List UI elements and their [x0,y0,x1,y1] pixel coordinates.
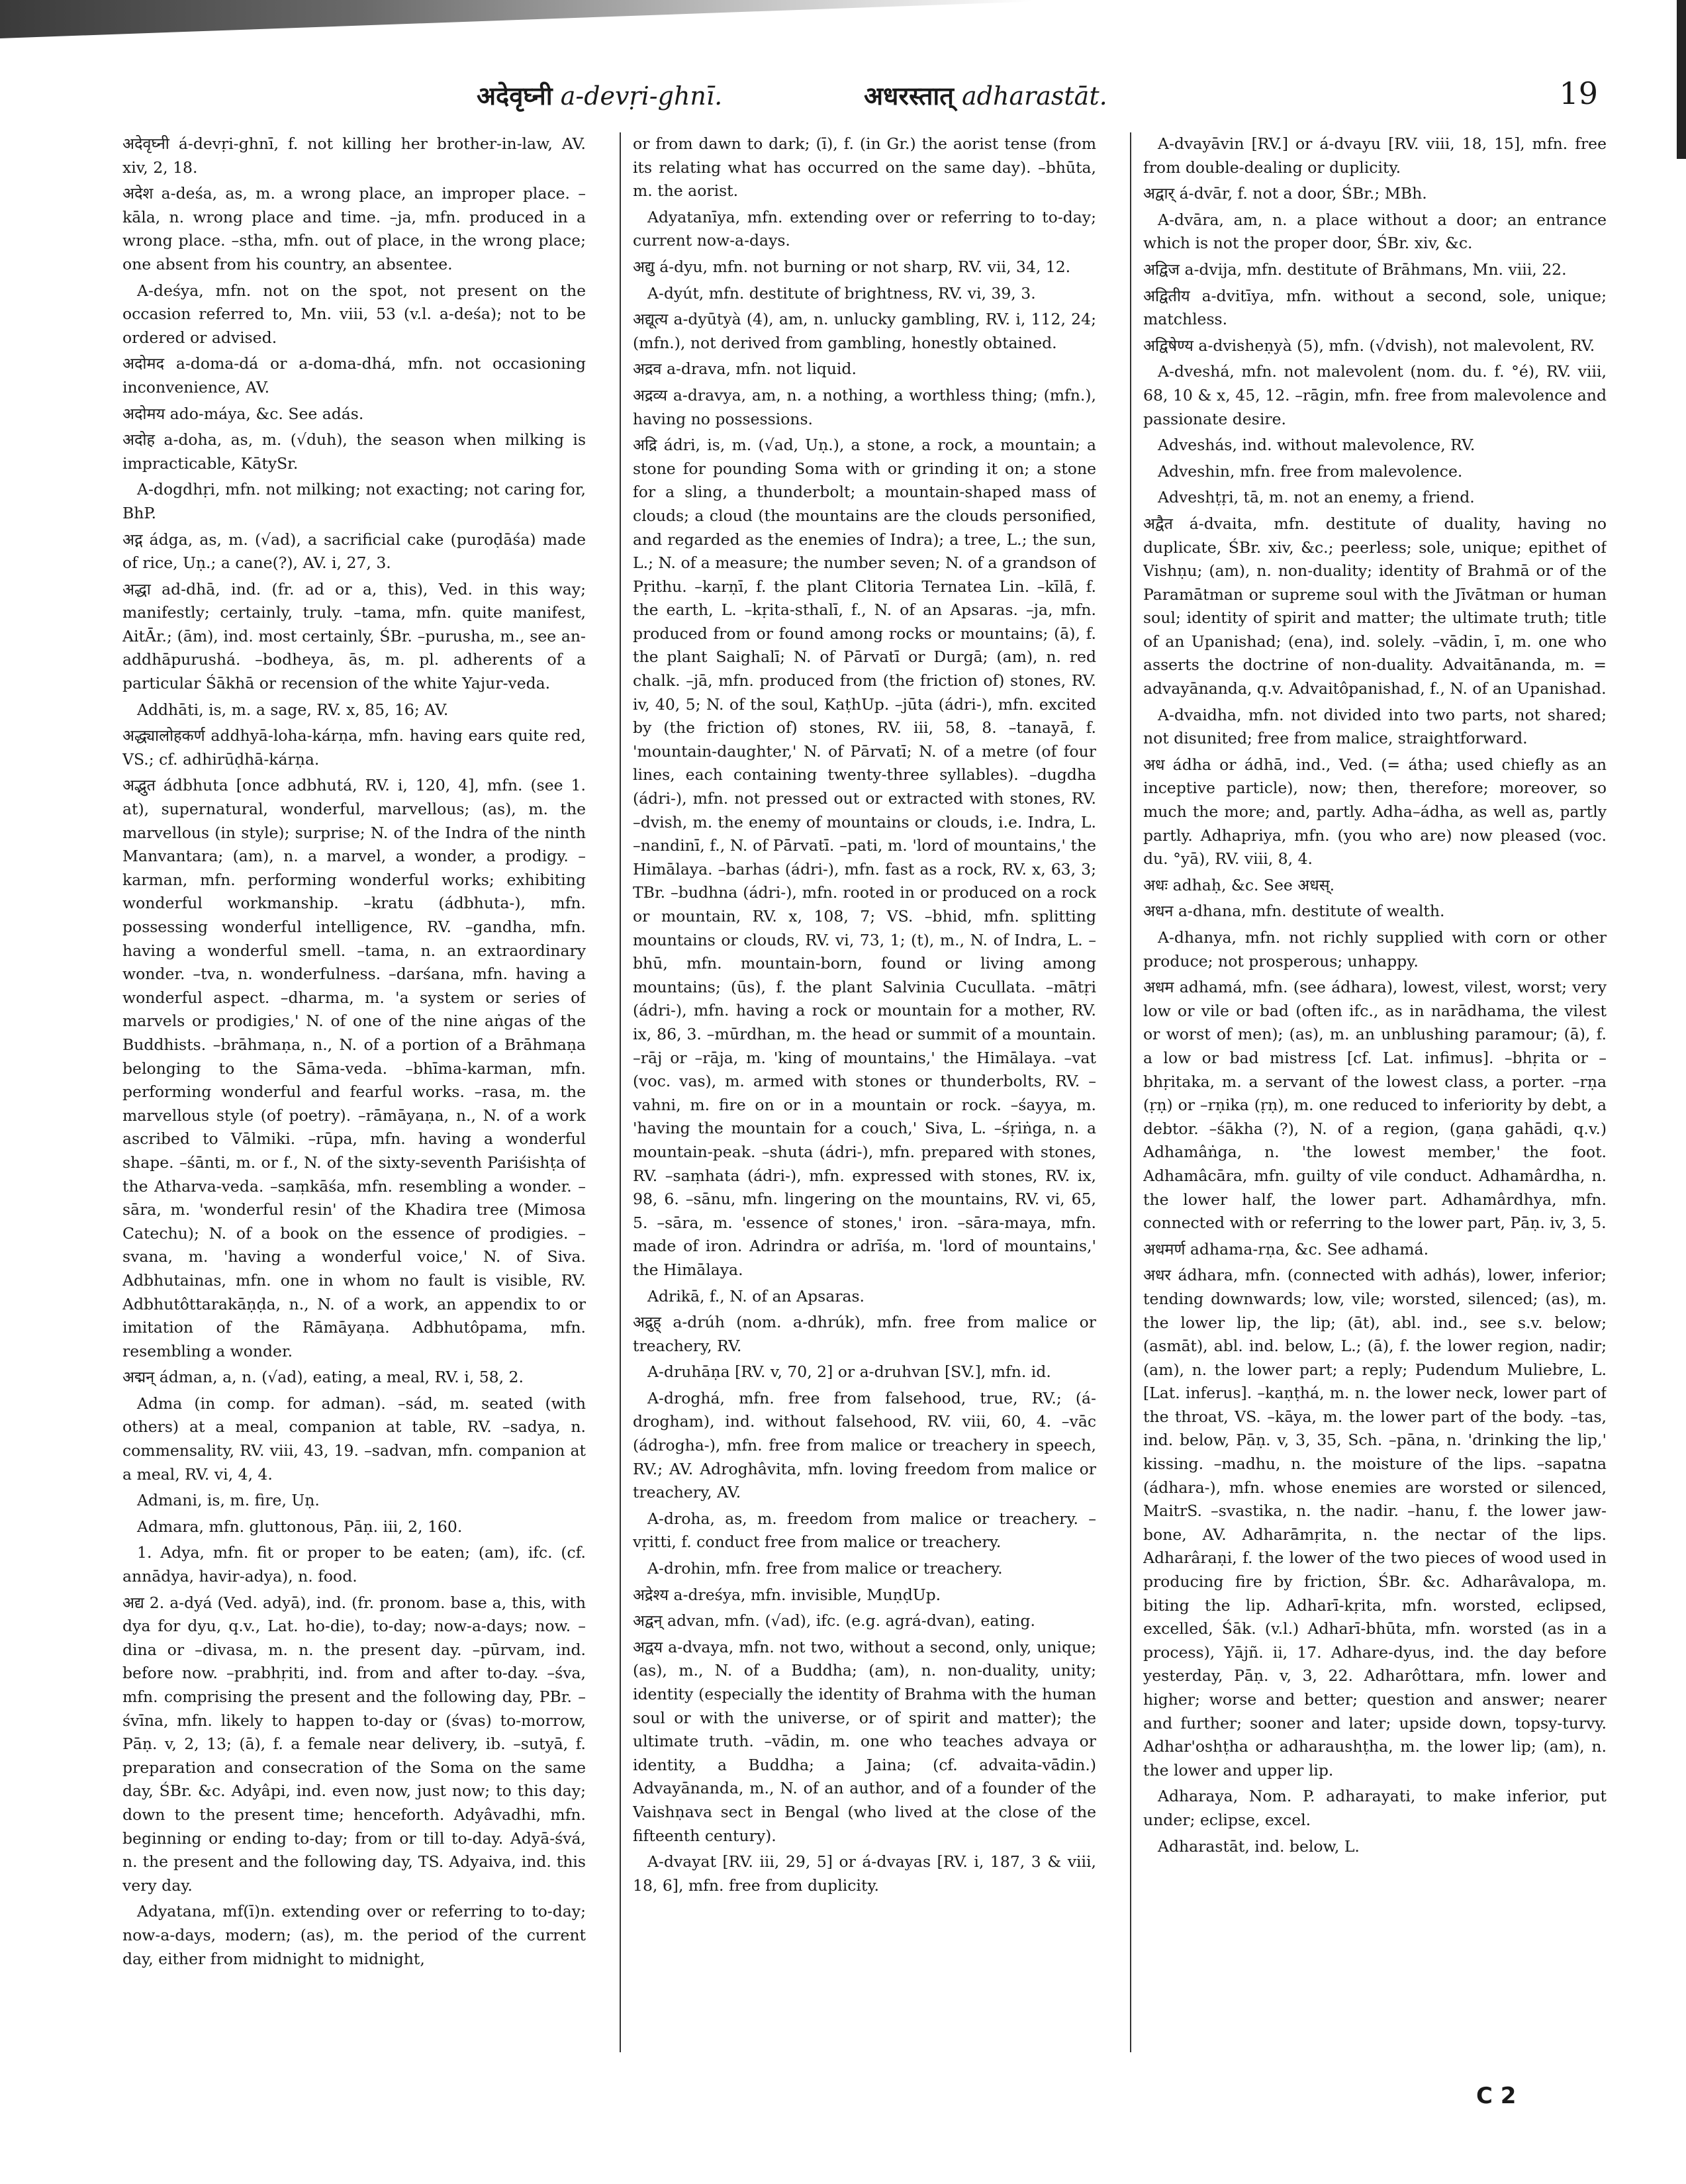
dictionary-subentry: A-drohin, mfn. free from malice or treachery. [647,1559,1003,1578]
dictionary-entry: अदेवृघ्नी á-devṛi-ghnī, f. not killing her brother-in-law, AV. xiv, 2, 18. [122,134,586,177]
dictionary-subentry: Adrikā, f., N. of an Apsaras. [647,1286,865,1306]
dictionary-entry: अधम adhamá, mfn. (see ádhara), lowest, vilest, worst; very low or vile or bad (often ifc., as in narādhama, the vilest or worst of men); (as), m. an unblushing paramour; (ā), f. a low or bad mistress [cf. Lat. infimus]. –bhṛita or –bhṛitaka, m. a servant of the lowest class, a porter. –rṇa (ṛṇ) or –rṇika (ṛṇ), m. one reduced to inferiority by debt, a debtor. –śākha (?), N. of a region, (gaṇa gahādi, q.v.) Adhamâṅga, n. 'the lowest member,' the foot. Adhamâcāra, mfn. guilty of vile conduct. Adhamârdha, n. the lower half, the lower part. Adhamârdhya, mfn. connected with or referring to the lower part, Pāṇ. iv, 3, 5. [1143,978,1607,1233]
dictionary-entry: अद्ध्यालोहकर्ण addhyā-loha-kárṇa, mfn. having ears quite red, VS.; cf. adhirūḍhā-kárṇa. [122,726,586,769]
dictionary-entry: अद्विषेण्य a-dvisheṇyà (5), mfn. (√dvish), not malevolent, RV. [1143,336,1595,355]
running-head-center-roman: adharastāt. [961,81,1107,111]
dictionary-entry: अधन a-dhana, mfn. destitute of wealth. [1143,902,1445,921]
running-head-left [477,78,722,113]
column-1 [122,132,586,2065]
page-number: 19 [1559,75,1598,111]
dictionary-entry: अद्ग ádga, as, m. (√ad), a sacrificial cake (puroḍāśa) made of rice, Uṇ.; a cane(?), AV. i, 27, 3. [122,530,586,573]
running-head-left-devanagari: अदेवृघ्नी [477,81,553,111]
dictionary-subentry: Adharaya, Nom. P. adharayati, to make inferior, put under; eclipse, excel. [1143,1787,1607,1829]
dictionary-subentry: Adveshin, mfn. free from malevolence. [1158,461,1463,481]
dictionary-subentry: A-dvāra, am, n. a place without a door; an entrance which is not the proper door, ŚBr. xiv, &c. [1143,210,1607,253]
dictionary-entry: अद्रव्य a-dravya, am, n. a nothing, a worthless thing; (mfn.), having no possessions. [633,385,1096,428]
dictionary-entry: अध ádha or ádhā, ind., Ved. (= átha; used chiefly as an inceptive particle), now; then, therefore; moreover, so much the more; and, partly. Adha–ádha, as well as, partly partly. Adhapriya, mfn. (you who are) now pleased (voc. du. °yā), RV. viii, 8, 4. [1143,755,1607,869]
dictionary-entry: अद्भुत ádbhuta [once adbhutá, RV. i, 120, 4], mfn. (see 1. at), supernatural, wonderful, marvellous; (as), m. the marvellous (in style); surprise; N. of the Indra of the ninth Manvantara; (am), n. a marvel, a wonder, a prodigy. –karman, mfn. performing wonderful works; exhibiting wonderful workmanship. –kratu (ádbhuta-), mfn. possessing wonderful intelligence, RV. –gandha, mfn. having a wonderful smell. –tama, n. an extraordinary wonder. –tva, n. wonderfulness. –darśana, mfn. having a wonderful aspect. –dharma, m. 'a system or series of marvels or prodigies,' N. of one of the nine aṅgas of the Buddhists. –brāhmaṇa, n., N. of a portion of a Brāhmaṇa belonging to the Sāma-veda. –bhīma-karman, mfn. performing wonderful and fearful works. –rasa, m. the marvellous style (of poetry). –rāmāyaṇa, n., N. of a work ascribed to Vālmiki. –rūpa, mfn. having a wonderful shape. –śānti, m. or f., N. of the sixty-seventh Pariśishṭa of the Atharva-veda. –saṃkāśa, mfn. resembling a wonder. –sāra, m. 'wonderful resin' of the Khadira tree (Mimosa Catechu); N. of a book on the essence of prodigies. –svana, m. 'having a wonderful voice,' N. of Siva. Adbhutainas, mfn. one in whom no fault is visible, RV. Adbhutôttarakāṇḍa, n., N. of a work, an appendix to or imitation of the Rāmāyaṇa. Adbhutôpama, mfn. resembling a wonder. [122,776,586,1360]
dictionary-subentry: A-droghá, mfn. free from falsehood, true, RV.; (á-drogham), ind. without falsehood, RV. viii, 60, 4. –vāc (ádrogha-), mfn. free from malice or treachery in speech, RV.; AV. Adroghâvita, mfn. loving freedom from malice or treachery, AV. [633,1388,1096,1502]
dictionary-entry: अद्वय a-dvaya, mfn. not two, without a second, only, unique; (as), m., N. of a Buddha; (am), n. non-duality, unity; identity (especially the identity of Brahma with the human soul or with the universe, or of spirit and matter); the ultimate truth. –vādin, m. one who teaches advaya or identity, a Buddha; a Jaina; (cf. advaita-vādin.) Advayānanda, m., N. of an author, and of a founder of the Vaishṇava sect in Bengal (who lived at the close of the fifteenth century). [633,1637,1096,1845]
dictionary-entry: अधर ádhara, mfn. (connected with adhás), lower, inferior; tending downwards; low, vile; worsted, silenced; (as), m. the lower lip, the lip; (āt), abl. ind., see s.v. below; (asmāt), abl. ind. below, L.; (ā), f. the lower region, nadir; (am), n. the lower part; a reply; Pudendum Muliebre, L. [Lat. inferus]. –kaṇṭhá, m. n. the lower neck, lower part of the throat, VS. –kāya, m. the lower part of the body. –tas, ind. below, Pāṇ. v, 3, 35, Sch. –pāna, n. 'drinking the lip,' kissing. –madhu, n. the moisture of the lips. –sapatna (ádhara-), mfn. whose enemies are worsted or silenced, MaitrS. –svastika, n. the nadir. –hanu, f. the lower jaw-bone, AV. Adharāmṛita, n. the nectar of the lips. Adharâraṇi, f. the lower of the two pieces of wood used in producing fire by friction, ŚBr. &c. Adharâvalopa, m. biting the lip. Adharī-kṛita, mfn. worsted, eclipsed, excelled, Śāk. (v.l.) Adharī-bhūta, mfn. worsted (as in a process), Yājñ. ii, 17. Adhare-dyus, ind. the day before yesterday, Pāṇ. v, 3, 22. Adharôttara, mfn. lower and higher; worse and better; question and answer; nearer and further; sooner and later; upside down, topsy-turvy. Adhar'oshṭha or adharaushṭha, m. the lower lip; (am), n. the lower and upper lip. [1143,1266,1607,1780]
dictionary-subentry: A-dveshá, mfn. not malevolent (nom. du. f. °é), RV. viii, 68, 10 & x, 45, 12. –rāgin, mfn. free from malevolence and passionate desire. [1143,362,1607,428]
dictionary-entry: अद्वैत á-dvaita, mfn. destitute of duality, having no duplicate, ŚBr. xiv, &c.; peerless; sole, unique; epithet of Vishṇu; (am), n. non-duality; identity of Brahmā or of the Paramātman or supreme soul with the Jīvātman or human soul; identity of spirit and matter; the ultimate truth; title of an Upanishad; (ena), ind. solely. –vādin, ī, m. one who asserts the doctrine of non-duality. Advaitānanda, m. = advayānanda, q.v. Advaitôpanishad, f., N. of an Upanishad. [1143,514,1607,698]
dictionary-subentry: A-druhāṇa [RV. v, 70, 2] or a-druhvan [SV.], mfn. id. [647,1362,1051,1382]
dictionary-entry: अद्रुह् a-drúh (nom. a-dhrúk), mfn. free from malice or treachery, RV. [633,1313,1096,1355]
dictionary-subentry: Adharastāt, ind. below, L. [1158,1836,1360,1856]
signature-mark: C 2 [1476,2083,1517,2109]
dictionary-subentry: A-dyút, mfn. destitute of brightness, RV. vi, 39, 3. [647,283,1036,303]
dictionary-subentry: Adveshṭṛi, tā, m. not an enemy, a friend. [1158,488,1475,507]
dictionary-entry: अद्यूत्य a-dyūtyà (4), am, n. unlucky gambling, RV. i, 112, 24; (mfn.), not derived from gambling, honestly obtained. [633,310,1096,352]
dictionary-entry: अद्मन् ádman, a, n. (√ad), eating, a meal, RV. i, 58, 2. [122,1368,524,1387]
dictionary-subentry: Adyatanīya, mfn. extending over or referring to to-day; current now-a-days. [633,207,1096,250]
dictionary-subentry: A-dogdhṛi, mfn. not milking; not exacting; not caring for, BhP. [122,480,586,522]
running-head [119,75,1602,124]
dictionary-subentry: A-deśya, mfn. not on the spot, not present on the occasion referred to, Mn. viii, 53 (v.l. a-deśa); not to be ordered or advised. [122,281,586,347]
dictionary-entry: अधमर्ण adhama-rṇa, &c. See adhamá. [1143,1239,1429,1258]
dictionary-subentry: 1. Adya, mfn. fit or proper to be eaten; (am), ifc. (cf. annādya, havir-adya), n. food. [122,1543,586,1586]
dictionary-subentry: Adma (in comp. for adman). –sád, m. seated (with others) at a meal, companion at table, RV. –sadya, n. commensality, RV. viii, 43, 19. –sadvan, mfn. companion at a meal, RV. vi, 4, 4. [122,1394,586,1484]
dictionary-subentry: or from dawn to dark; (ī), f. (in Gr.) the aorist tense (from its relating what has occurred on the same day). –bhūta, m. the aorist. [633,134,1096,201]
dictionary-entry: अद्वार् á-dvār, f. not a door, ŚBr.; MBh. [1143,184,1427,203]
dictionary-entry: अद्य 2. a-dyá (Ved. adyā), ind. (fr. pronom. base a, this, with dya for dyu, q.v., Lat. ho-die), to-day; now-a-days; now. –dina or –divasa, m. n. the present day. –pūrvam, ind. before now. –prabhṛiti, ind. from and after to-day. –śva, mfn. comprising the present and the following day, PBr. –śvīna, mfn. likely to happen to-day or (śvas) to-morrow, Pāṇ. v, 2, 13; (ā), f. a female near delivery, ib. –sutyā, f. preparation and consecration of the Soma on the same day, ŚBr. &c. Adyâpi, ind. even now, just now; to this day; down to the present time; henceforth. Adyâvadhi, mfn. beginning or ending to-day; from or till to-day. Adyā-śvá, n. the present and the following day, TS. Adyaiva, ind. this very day. [122,1593,586,1895]
dictionary-entry: अधः adhaḥ, &c. See अधस्. [1143,875,1335,894]
dictionary-subentry: Adyatana, mf(ī)n. extending over or referring to to-day; now-a-days, modern; (as), m. the period of the current day, either from midnight to midnight, [122,1902,586,1968]
running-head-center [864,78,1107,113]
dictionary-columns [122,132,1612,2065]
scan-edge-shadow [0,0,1033,38]
dictionary-subentry: A-dvaidha, mfn. not divided into two parts, not shared; not disunited; free from malice, straightforward. [1143,705,1607,748]
dictionary-entry: अद्वितीय a-dvitīya, mfn. without a second, sole, unique; matchless. [1143,286,1607,329]
dictionary-entry: अद्रेश्य a-dreśya, mfn. invisible, MuṇḍUp. [633,1585,941,1604]
dictionary-subentry: Admani, is, m. fire, Uṇ. [137,1491,320,1510]
dictionary-subentry: A-droha, as, m. freedom from malice or treachery. –vṛitti, f. conduct free from malice or treachery. [633,1509,1096,1552]
dictionary-subentry: Addhāti, is, m. a sage, RV. x, 85, 16; AV. [137,700,449,719]
dictionary-entry: अद्यु á-dyu, mfn. not burning or not sharp, RV. vii, 34, 12. [633,257,1071,276]
dictionary-subentry: Admara, mfn. gluttonous, Pāṇ. iii, 2, 160. [137,1517,463,1536]
dictionary-entry: अदेश a-deśa, as, m. a wrong place, an improper place. –kāla, n. wrong place and time. –ja, mfn. produced in a wrong place. –stha, mfn. out of place, in the wrong place; one absent from his country, an absentee. [122,184,586,273]
running-head-left-roman: a-devṛi-ghnī. [560,81,723,111]
running-head-center-devanagari: अधरस्तात् [864,81,954,111]
dictionary-entry: अद्विज a-dvija, mfn. destitute of Brāhmans, Mn. viii, 22. [1143,260,1567,279]
dictionary-entry: अद्रि ádri, is, m. (√ad, Uṇ.), a stone, a rock, a mountain; a stone for pounding Soma with or grinding it on; a stone for a sling, a thunderbolt; a mountain-shaped mass of clouds; a cloud (the mountains are the clouds personified, and regarded as the enemies of Indra); a tree, L.; the sun, L.; N. of a measure; the number seven; N. of a grandson of Pṛithu. –karṇī, f. the plant Clitoria Ternatea Lin. –kīlā, f. the earth, L. –kṛita-sthalī, f., N. of an Apsaras. –ja, mfn. produced from or found among rocks or mountains; (ā), f. the plant Saighalī; N. of Pārvatī or Durgā; (am), n. red chalk. –jā, mfn. produced from (the friction of) stones, RV. iv, 40, 5; N. of the soul, KaṭhUp. –jūta (ádri-), mfn. excited by (the friction of) stones, RV. iii, 58, 8. –tanayā, f. 'mountain-daughter,' N. of Pārvatī; N. of a metre (of four lines, each containing twenty-three syllables). –dugdha (ádri-), mfn. not pressed out or extracted with stones, RV. –dvish, m. the enemy of mountains or clouds, i.e. Indra, L. –nandinī, f., N. of Pārvatī. –pati, m. 'lord of mountains,' the Himālaya. –barhas (ádri-), mfn. fast as a rock, RV. x, 63, 3; TBr. –budhna (ádri-), mfn. rooted in or produced on a rock or mountain, RV. x, 108, 7; VS. –bhid, mfn. splitting mountains or clouds, RV. vi, 73, 1; (t), m., N. of Indra, L. –bhū, mfn. mountain-born, found or living among mountains; (ūs), f. the plant Salvinia Cucullata. –mātṛi (ádri-), mfn. having a rock or mountain for a mother, RV. ix, 86, 3. –mūrdhan, m. the head or summit of a mountain. –rāj or –rāja, m. 'king of mountains,' the Himālaya. –vat (voc. vas), m. armed with stones or thunderbolts, RV. –vahni, m. fire on or in a mountain or rock. –śayya, m. 'having the mountain for a couch,' Siva, L. –śṛiṅga, n. a mountain-peak. –shuta (ádri-), mfn. prepared with stones, RV. –saṃhata (ádri-), mfn. expressed with stones, RV. ix, 98, 6. –sānu, mfn. lingering on the mountains, RV. vi, 65, 5. –sāra, m. 'essence of stones,' iron. –sāra-maya, mfn. made of iron. Adrindra or adrīśa, m. 'lord of mountains,' the Himālaya. [633,436,1096,1279]
dictionary-entry: अदोह a-doha, as, m. (√duh), the season when milking is impracticable, KātySr. [122,430,586,473]
dictionary-entry: अद्रव a-drava, mfn. not liquid. [633,359,857,379]
column-3 [1143,132,1607,2065]
dictionary-entry: अदोमद a-doma-dá or a-doma-dhá, mfn. not occasioning inconvenience, AV. [122,354,586,397]
dictionary-entry: अद्वन् advan, mfn. (√ad), ifc. (e.g. agrá-dvan), eating. [633,1611,1035,1631]
dictionary-subentry: A-dvayāvin [RV.] or á-dvayu [RV. viii, 18, 15], mfn. free from double-dealing or duplicity. [1143,134,1607,177]
dictionary-subentry: A-dvayat [RV. iii, 29, 5] or á-dvayas [RV. i, 187, 3 & viii, 18, 6], mfn. free from duplicity. [633,1852,1096,1895]
column-2 [633,132,1096,2065]
scan-edge-bar [1677,0,1686,159]
dictionary-subentry: Adveshás, ind. without malevolence, RV. [1158,436,1475,455]
dictionary-entry: अद्धा ad-dhā, ind. (fr. ad or a, this), Ved. in this way; manifestly; certainly, truly. –tama, mfn. quite manifest, AitĀr.; (ām), ind. most certainly, ŚBr. –purusha, m., see an-addhāpurushá. –bodheya, ās, m. pl. adherents of a particular Śākhā or recension of the white Yajur-veda. [122,579,586,693]
dictionary-entry: अदोमय ado-máya, &c. See adás. [122,404,364,423]
dictionary-subentry: A-dhanya, mfn. not richly supplied with corn or other produce; not prosperous; unhappy. [1143,928,1607,971]
